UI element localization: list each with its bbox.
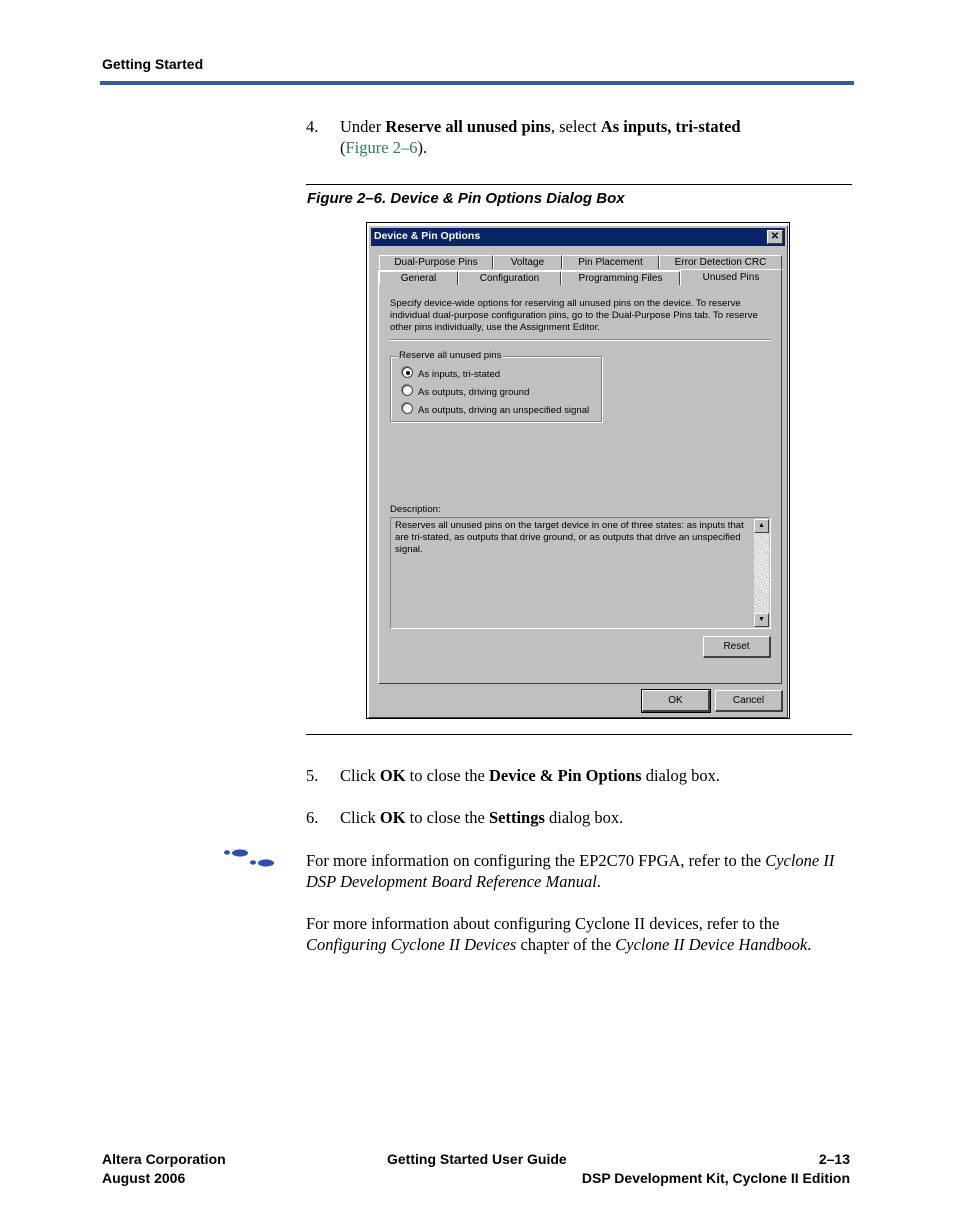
doc-title: Configuring Cyclone II Devices xyxy=(306,935,517,954)
ui-term: OK xyxy=(379,766,406,785)
page-number: 2–13 xyxy=(818,1151,850,1167)
step-5 xyxy=(306,765,866,787)
radio-selected-icon[interactable] xyxy=(402,367,413,378)
tab-pin-placement[interactable]: Pin Placement xyxy=(562,255,659,269)
footer-center: Getting Started User Guide xyxy=(387,1151,567,1167)
step-number: 6. xyxy=(306,808,319,827)
footer-left xyxy=(102,1150,226,1188)
ui-term: Device & Pin Options xyxy=(488,766,642,785)
scroll-down-icon[interactable]: ▼ xyxy=(754,613,769,627)
footer-date: August 2006 xyxy=(102,1170,186,1186)
device-pin-options-dialog xyxy=(368,225,788,718)
step-6 xyxy=(306,807,866,829)
step-text: Under Reserve all unused pins, select As inputs, tri-stated (Figure 2–6). xyxy=(340,117,741,157)
radio-outputs-ground[interactable]: As outputs, driving ground xyxy=(402,385,529,399)
running-header: Getting Started xyxy=(102,56,204,72)
intro-text: Specify device-wide options for reserving all unused pins on the device. To reserve individual dual-purpose configuration pins, go to the Dual-Purpose Pins tab. To reserve other pins individually, use the Assignment Editor. xyxy=(390,298,758,333)
footer-company: Altera Corporation xyxy=(102,1151,226,1167)
radio-icon[interactable] xyxy=(402,403,413,414)
header-rule xyxy=(100,81,854,85)
tab-voltage[interactable]: Voltage xyxy=(493,255,562,269)
ui-term: Reserve all unused pins xyxy=(385,117,551,136)
footer-right xyxy=(582,1150,850,1188)
radio-icon[interactable] xyxy=(402,385,413,396)
dialog-title: Device & Pin Options xyxy=(374,230,481,242)
separator xyxy=(390,339,771,341)
step-4 xyxy=(306,116,866,160)
step-number: 5. xyxy=(306,766,319,785)
radio-outputs-unspecified[interactable]: As outputs, driving an unspecified signal xyxy=(402,403,589,417)
description-textbox[interactable] xyxy=(390,517,771,629)
ok-button[interactable]: OK xyxy=(642,690,710,712)
radio-inputs-tristated[interactable]: As inputs, tri-stated xyxy=(402,367,500,381)
scroll-up-icon[interactable]: ▲ xyxy=(754,519,769,533)
reset-button[interactable]: Reset xyxy=(703,636,771,658)
group-title: Reserve all unused pins xyxy=(399,350,502,361)
figure-link[interactable]: Figure 2–6 xyxy=(345,138,418,157)
footer-edition: DSP Development Kit, Cyclone II Edition xyxy=(581,1170,850,1186)
ui-term: OK xyxy=(379,808,406,827)
tab-error-detection-crc[interactable]: Error Detection CRC xyxy=(659,255,782,269)
tab-configuration[interactable]: Configuration xyxy=(458,271,561,285)
dialog-title-bar[interactable] xyxy=(371,228,785,246)
figure-caption: Figure 2–6. Device & Pin Options Dialog Box xyxy=(307,190,625,207)
note-paragraph-1: For more information on configuring the EP2C70 FPGA, refer to the Cyclone II DSP Development Board Reference Manual. xyxy=(306,851,835,891)
tab-dual-purpose-pins[interactable]: Dual-Purpose Pins xyxy=(379,255,493,269)
note-paragraph-2: For more information about configuring Cyclone II devices, refer to the Configuring Cyclone II Devices chapter of the Cyclone II Device Handbook. xyxy=(306,914,812,954)
description-label: Description: xyxy=(390,504,441,515)
step-text: Click OK to close the Device & Pin Options dialog box. xyxy=(340,766,720,785)
figure-bottom-rule xyxy=(306,734,852,735)
vertical-scrollbar[interactable] xyxy=(754,519,769,627)
tab-programming-files[interactable]: Programming Files xyxy=(561,271,680,285)
footprints-icon xyxy=(222,848,276,870)
doc-title: Cyclone II Device Handbook xyxy=(615,935,808,954)
step-text: Click OK to close the Settings dialog box. xyxy=(340,808,624,827)
doc-title: Cyclone II DSP Development Board Reference Manual xyxy=(306,851,835,891)
close-icon[interactable]: ✕ xyxy=(767,230,783,244)
figure-top-rule xyxy=(306,184,852,185)
ui-term: Settings xyxy=(488,808,545,827)
tab-unused-pins[interactable]: Unused Pins xyxy=(680,269,782,286)
description-text: Reserves all unused pins on the target device in one of three states: as inputs that are tri-stated, as outputs that drive ground, or as outputs that drive an unspecified signal. xyxy=(395,520,744,555)
tab-general[interactable]: General xyxy=(379,271,458,285)
step-number: 4. xyxy=(306,117,319,136)
cancel-button[interactable]: Cancel xyxy=(715,690,783,712)
ui-term: As inputs, tri-stated xyxy=(600,117,741,136)
